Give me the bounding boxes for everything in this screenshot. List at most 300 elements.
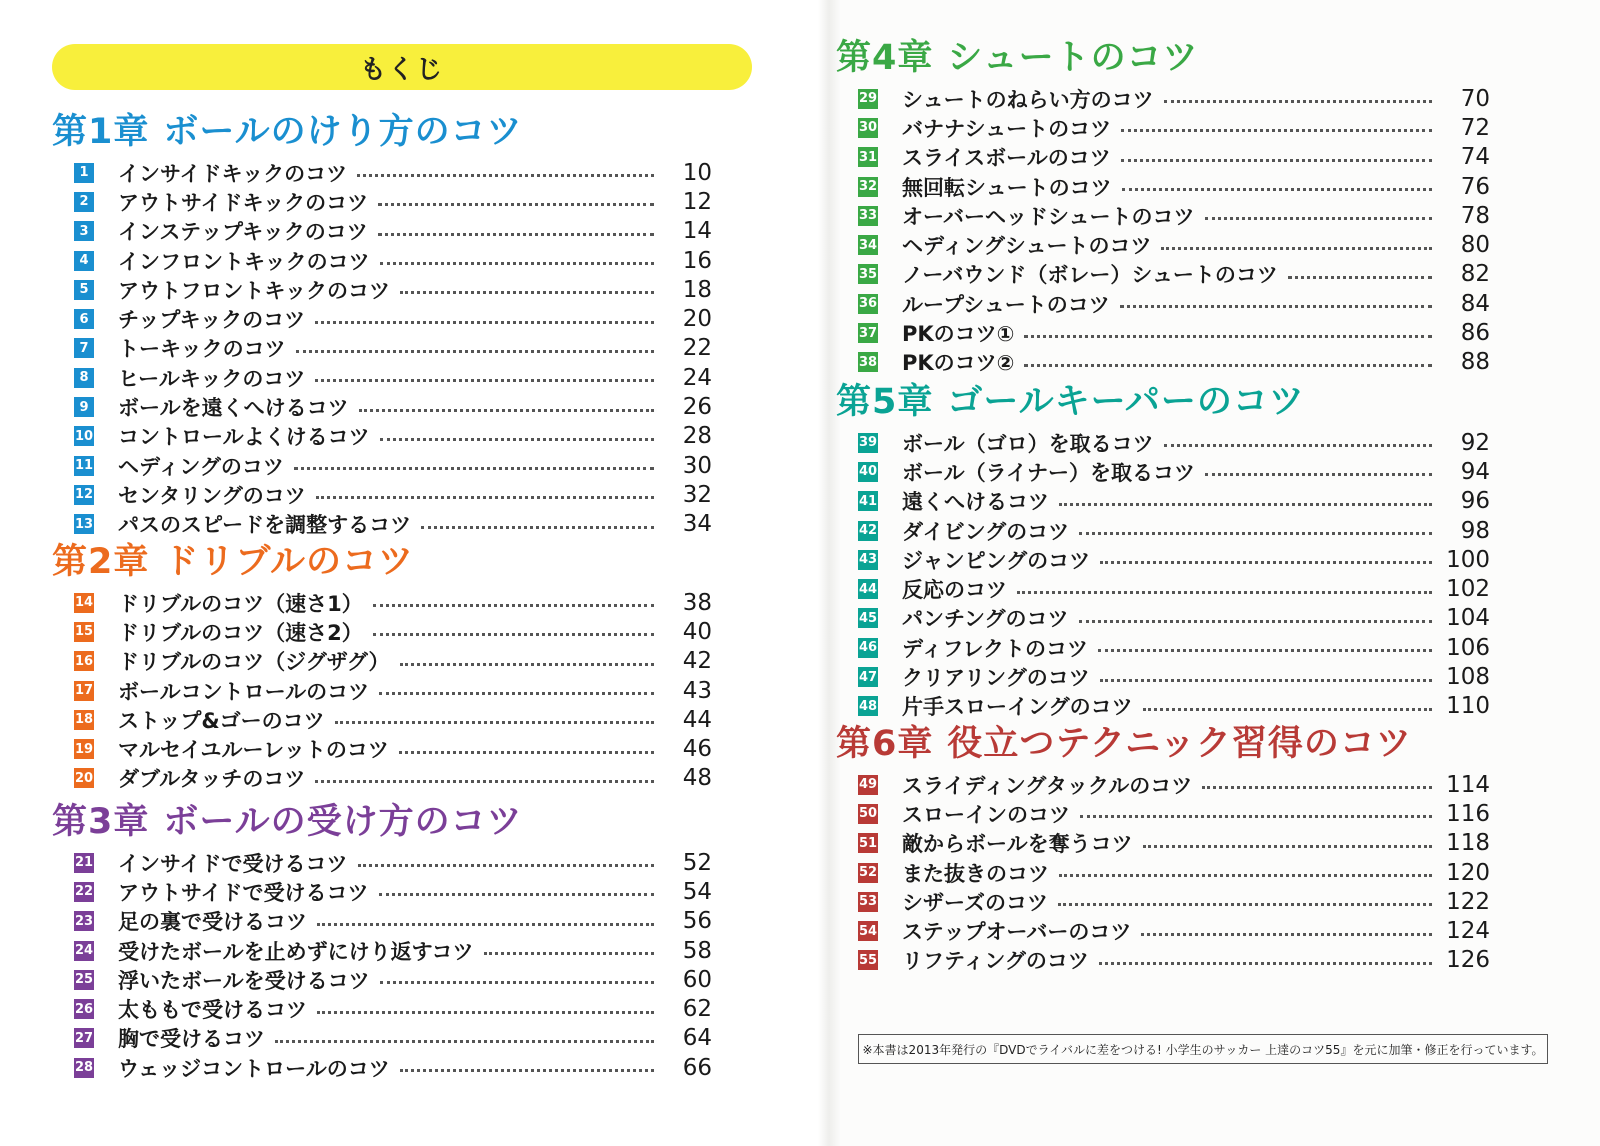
entry-page-number: 98 — [1460, 517, 1490, 544]
entry-number-badge: 21 — [74, 853, 94, 873]
entry-page-number: 56 — [682, 908, 712, 935]
dot-leader — [484, 952, 654, 955]
dot-leader — [315, 379, 654, 382]
entry-number-badge: 36 — [858, 294, 878, 314]
dot-leader — [1024, 364, 1432, 367]
toc-entry[interactable] — [858, 143, 1490, 172]
toc-entry[interactable] — [858, 799, 1490, 828]
entry-page-number: 43 — [682, 677, 712, 704]
entry-number-badge: 32 — [858, 177, 878, 197]
entry-number-badge: 48 — [858, 696, 878, 716]
dot-leader — [1143, 708, 1432, 711]
entry-page-number: 84 — [1460, 290, 1490, 317]
entry-number-badge: 29 — [858, 89, 878, 109]
toc-entry[interactable] — [74, 848, 712, 877]
toc-entry[interactable] — [858, 545, 1490, 574]
entry-title: ヘディングシュートのコツ — [902, 234, 1152, 259]
entry-page-number: 62 — [682, 996, 712, 1023]
entry-page-number: 28 — [682, 423, 712, 450]
entry-page-number: 66 — [682, 1054, 712, 1081]
entry-page-number: 10 — [682, 159, 712, 186]
entry-page-number: 96 — [1460, 488, 1490, 515]
dot-leader — [1017, 591, 1432, 594]
dot-leader — [317, 923, 654, 926]
entry-title: ダブルタッチのコツ — [118, 767, 306, 792]
dot-leader — [380, 262, 654, 265]
entry-title: 無回転シュートのコツ — [902, 175, 1112, 200]
entry-number-badge: 1 — [74, 163, 94, 183]
chapter-number: 第5章 — [836, 382, 934, 422]
chapter-title: シュートのコツ — [947, 38, 1199, 78]
entry-page-number: 74 — [1460, 144, 1490, 171]
dot-leader — [1080, 815, 1432, 818]
entry-number-badge: 22 — [74, 882, 94, 902]
entry-title: スローインのコツ — [902, 802, 1070, 827]
dot-leader — [1098, 649, 1432, 652]
entry-title: 遠くへけるコツ — [902, 490, 1049, 515]
dot-leader — [1164, 444, 1432, 447]
toc-entry[interactable] — [858, 887, 1490, 916]
entry-list — [836, 770, 1490, 975]
entry-title: ボール（ゴロ）を取るコツ — [902, 431, 1154, 456]
entry-number-badge: 44 — [858, 579, 878, 599]
entry-title: PKのコツ② — [902, 351, 1015, 376]
toc-entry[interactable] — [858, 230, 1490, 259]
dot-leader — [1143, 845, 1432, 848]
dot-leader — [1058, 903, 1432, 906]
dot-leader — [400, 291, 654, 294]
chapter-title: ボールの受け方のコツ — [163, 802, 523, 842]
chapter-number: 第4章 — [836, 38, 934, 78]
entry-number-badge: 45 — [858, 608, 878, 628]
entry-page-number: 34 — [682, 511, 712, 538]
entry-number-badge: 54 — [858, 921, 878, 941]
entry-title: ドリブルのコツ（ジグザグ） — [118, 650, 390, 675]
toc-entry[interactable] — [858, 829, 1490, 858]
dot-leader — [379, 893, 654, 896]
entry-number-badge: 27 — [74, 1028, 94, 1048]
entry-title: クリアリングのコツ — [902, 666, 1090, 691]
entry-title: オーバーヘッドシュートのコツ — [902, 204, 1195, 229]
entry-number-badge: 19 — [74, 739, 94, 759]
chapter-heading — [52, 110, 712, 154]
dot-leader — [315, 780, 654, 783]
chapter-heading — [52, 540, 712, 584]
entry-list — [836, 84, 1490, 377]
toc-entry[interactable] — [858, 692, 1490, 721]
entry-title: ディフレクトのコツ — [902, 636, 1089, 661]
entry-title: ウェッジコントロールのコツ — [118, 1056, 390, 1081]
toc-entry[interactable] — [858, 662, 1490, 691]
toc-entry[interactable] — [858, 172, 1490, 201]
dot-leader — [359, 409, 654, 412]
entry-number-badge: 26 — [74, 999, 94, 1019]
dot-leader — [335, 721, 654, 724]
entry-page-number: 18 — [682, 276, 712, 303]
entry-page-number: 54 — [682, 878, 712, 905]
toc-entry[interactable] — [858, 858, 1490, 887]
chapter-title: 役立つテクニック習得のコツ — [947, 724, 1412, 764]
entry-number-badge: 55 — [858, 950, 878, 970]
entry-number-badge: 37 — [858, 323, 878, 343]
toc-entry[interactable] — [858, 348, 1490, 377]
entry-page-number: 100 — [1446, 546, 1490, 573]
toc-entry[interactable] — [74, 246, 712, 275]
toc-entry[interactable] — [74, 647, 712, 676]
dot-leader — [1161, 247, 1432, 250]
dot-leader — [1099, 962, 1432, 965]
toc-entry[interactable] — [858, 289, 1490, 318]
toc-entry[interactable] — [858, 946, 1490, 975]
toc-entry[interactable] — [858, 113, 1490, 142]
entry-title: 胸で受けるコツ — [118, 1027, 265, 1052]
entry-title: アウトフロントキックのコツ — [118, 278, 390, 303]
entry-number-badge: 14 — [74, 593, 94, 613]
chapter-number: 第6章 — [836, 724, 934, 764]
entry-number-badge: 3 — [74, 221, 94, 241]
entry-page-number: 86 — [1460, 320, 1490, 347]
dot-leader — [1121, 129, 1432, 132]
entry-title: 反応のコツ — [902, 578, 1007, 603]
dot-leader — [1205, 217, 1432, 220]
entry-title: チップキックのコツ — [118, 308, 306, 333]
dot-leader — [1141, 933, 1432, 936]
toc-entry[interactable] — [74, 158, 712, 187]
entry-page-number: 42 — [682, 648, 712, 675]
entry-title: インサイドキックのコツ — [118, 161, 348, 186]
toc-entry[interactable] — [74, 275, 712, 304]
dot-leader — [378, 233, 654, 236]
chapter-heading — [836, 380, 1490, 424]
dot-leader — [421, 526, 654, 529]
dot-leader — [1202, 786, 1432, 789]
entry-list — [52, 158, 712, 539]
entry-number-badge: 15 — [74, 622, 94, 642]
entry-page-number: 94 — [1460, 458, 1490, 485]
entry-title: ヘディングのコツ — [118, 454, 284, 479]
toc-entry[interactable] — [858, 428, 1490, 457]
entry-title: ダイビングのコツ — [902, 519, 1070, 544]
entry-number-badge: 7 — [74, 338, 94, 358]
dot-leader — [1100, 679, 1432, 682]
toc-entry[interactable] — [74, 363, 712, 392]
entry-title: ノーバウンド（ボレー）シュートのコツ — [902, 263, 1278, 288]
entry-title: 浮いたボールを受けるコツ — [118, 968, 370, 993]
dot-leader — [1100, 561, 1432, 564]
entry-number-badge: 16 — [74, 651, 94, 671]
toc-entry[interactable] — [858, 457, 1490, 486]
entry-title: ジャンピングのコツ — [902, 548, 1091, 573]
chapter-section — [836, 380, 1490, 721]
entry-number-badge: 12 — [74, 485, 94, 505]
entry-number-badge: 6 — [74, 309, 94, 329]
dot-leader — [1079, 532, 1432, 535]
toc-entry[interactable] — [858, 633, 1490, 662]
entry-page-number: 30 — [682, 452, 712, 479]
entry-number-badge: 34 — [858, 235, 878, 255]
toc-entry[interactable] — [74, 907, 712, 936]
entry-number-badge: 8 — [74, 368, 94, 388]
entry-title: シュートのねらい方のコツ — [902, 87, 1154, 112]
dot-leader — [1120, 305, 1432, 308]
chapter-section — [52, 110, 712, 539]
toc-entry[interactable] — [74, 1053, 712, 1082]
chapter-heading — [52, 800, 712, 844]
entry-page-number: 108 — [1446, 664, 1490, 691]
entry-title: インステップキックのコツ — [118, 220, 368, 245]
dot-leader — [379, 692, 654, 695]
toc-entry[interactable] — [74, 764, 712, 793]
entry-number-badge: 13 — [74, 514, 94, 534]
toc-entry[interactable] — [74, 187, 712, 216]
entry-title: アウトサイドで受けるコツ — [118, 880, 369, 905]
entry-number-badge: 24 — [74, 941, 94, 961]
entry-page-number: 102 — [1446, 576, 1490, 603]
entry-title: ループシュートのコツ — [902, 292, 1110, 317]
entry-number-badge: 41 — [858, 491, 878, 511]
entry-page-number: 46 — [682, 736, 712, 763]
entry-page-number: 72 — [1460, 114, 1490, 141]
dot-leader — [380, 981, 654, 984]
entry-page-number: 14 — [682, 218, 712, 245]
entry-page-number: 20 — [682, 306, 712, 333]
entry-page-number: 64 — [682, 1025, 712, 1052]
entry-title: トーキックのコツ — [118, 337, 286, 362]
chapter-section — [52, 800, 712, 1082]
entry-title: ボールを遠くへけるコツ — [118, 396, 349, 421]
entry-number-badge: 20 — [74, 768, 94, 788]
toc-entry[interactable] — [74, 877, 712, 906]
dot-leader — [1288, 276, 1432, 279]
dot-leader — [399, 751, 654, 754]
chapter-heading — [836, 36, 1490, 80]
entry-title: リフティングのコツ — [902, 949, 1089, 974]
entry-page-number: 38 — [682, 589, 712, 616]
dot-leader — [373, 604, 654, 607]
entry-page-number: 114 — [1446, 771, 1490, 798]
entry-title: ボールコントロールのコツ — [118, 679, 370, 704]
entry-title: ステップオーバーのコツ — [902, 920, 1132, 945]
entry-number-badge: 28 — [74, 1058, 94, 1078]
entry-title: コントロールよくけるコツ — [118, 425, 370, 450]
dot-leader — [1079, 620, 1432, 623]
dot-leader — [1205, 473, 1432, 476]
toc-entry[interactable] — [74, 617, 712, 646]
chapter-number: 第1章 — [52, 112, 150, 152]
entry-page-number: 104 — [1446, 605, 1490, 632]
entry-page-number: 88 — [1460, 349, 1490, 376]
entry-page-number: 126 — [1446, 947, 1490, 974]
entry-page-number: 16 — [682, 247, 712, 274]
dot-leader — [378, 203, 654, 206]
entry-title: ドリブルのコツ（速さ2） — [118, 620, 363, 645]
entry-title: マルセイユルーレットのコツ — [118, 738, 389, 763]
dot-leader — [357, 174, 654, 177]
entry-title: センタリングのコツ — [118, 483, 306, 508]
entry-title: インサイドで受けるコツ — [118, 851, 348, 876]
entry-number-badge: 2 — [74, 192, 94, 212]
entry-page-number: 92 — [1460, 429, 1490, 456]
chapter-number: 第3章 — [52, 802, 150, 842]
entry-number-badge: 5 — [74, 280, 94, 300]
entry-page-number: 12 — [682, 188, 712, 215]
dot-leader — [275, 1040, 654, 1043]
toc-entry[interactable] — [74, 422, 712, 451]
entry-number-badge: 50 — [858, 804, 878, 824]
dot-leader — [294, 467, 654, 470]
entry-title: 足の裏で受けるコツ — [118, 910, 307, 935]
dot-leader — [1164, 100, 1432, 103]
entry-page-number: 82 — [1460, 261, 1490, 288]
entry-title: アウトサイドキックのコツ — [118, 190, 369, 215]
toc-entry[interactable] — [74, 451, 712, 480]
entry-number-badge: 49 — [858, 775, 878, 795]
entry-number-badge: 47 — [858, 667, 878, 687]
entry-number-badge: 46 — [858, 638, 878, 658]
toc-heading: もくじ — [52, 44, 752, 90]
entry-title: ドリブルのコツ（速さ1） — [118, 591, 363, 616]
entry-title: パスのスピードを調整するコツ — [118, 513, 412, 538]
dot-leader — [358, 864, 654, 867]
toc-entry[interactable] — [858, 487, 1490, 516]
entry-number-badge: 17 — [74, 681, 94, 701]
toc-entry[interactable] — [74, 334, 712, 363]
chapter-title: ドリブルのコツ — [163, 542, 414, 582]
toc-entry[interactable] — [74, 588, 712, 617]
toc-entry[interactable] — [74, 965, 712, 994]
entry-title: バナナシュートのコツ — [902, 116, 1112, 141]
entry-page-number: 120 — [1446, 859, 1490, 886]
toc-entry[interactable] — [74, 936, 712, 965]
dot-leader — [315, 321, 654, 324]
entry-title: 敵からボールを奪うコツ — [902, 832, 1133, 857]
chapter-section — [836, 36, 1490, 377]
dot-leader — [380, 438, 654, 441]
entry-title: シザーズのコツ — [902, 890, 1048, 915]
entry-page-number: 40 — [682, 618, 712, 645]
entry-page-number: 80 — [1460, 232, 1490, 259]
toc-entry[interactable] — [858, 604, 1490, 633]
toc-entry[interactable] — [858, 916, 1490, 945]
entry-page-number: 44 — [682, 706, 712, 733]
entry-number-badge: 25 — [74, 970, 94, 990]
entry-page-number: 124 — [1446, 918, 1490, 945]
toc-entry[interactable] — [858, 201, 1490, 230]
entry-number-badge: 43 — [858, 550, 878, 570]
toc-entry[interactable] — [74, 217, 712, 246]
entry-page-number: 24 — [682, 364, 712, 391]
chapter-title: ゴールキーパーのコツ — [947, 382, 1305, 422]
entry-page-number: 70 — [1460, 85, 1490, 112]
chapter-heading — [836, 722, 1490, 766]
toc-entry[interactable] — [74, 304, 712, 333]
entry-title: スライディングタックルのコツ — [902, 773, 1193, 798]
toc-entry[interactable] — [74, 480, 712, 509]
entry-title: 太ももで受けるコツ — [118, 998, 307, 1023]
entry-list — [836, 428, 1490, 721]
toc-entry[interactable] — [858, 318, 1490, 347]
entry-number-badge: 42 — [858, 521, 878, 541]
entry-title: 受けたボールを止めずにけり返すコツ — [118, 939, 474, 964]
entry-page-number: 58 — [682, 937, 712, 964]
entry-page-number: 26 — [682, 394, 712, 421]
toc-entry[interactable] — [74, 1024, 712, 1053]
entry-page-number: 116 — [1446, 800, 1490, 827]
entry-number-badge: 4 — [74, 251, 94, 271]
entry-number-badge: 23 — [74, 911, 94, 931]
entry-page-number: 122 — [1446, 888, 1490, 915]
toc-entry[interactable] — [74, 994, 712, 1023]
entry-page-number: 106 — [1446, 634, 1490, 661]
entry-title: PKのコツ① — [902, 322, 1015, 347]
entry-page-number: 48 — [682, 765, 712, 792]
entry-number-badge: 35 — [858, 264, 878, 284]
chapter-section — [836, 722, 1490, 975]
entry-number-badge: 38 — [858, 352, 878, 372]
entry-number-badge: 40 — [858, 462, 878, 482]
entry-page-number: 22 — [682, 335, 712, 362]
toc-entry[interactable] — [74, 734, 712, 763]
toc-entry[interactable] — [858, 574, 1490, 603]
toc-entry[interactable] — [74, 705, 712, 734]
entry-title: ヒールキックのコツ — [118, 366, 306, 391]
dot-leader — [1024, 335, 1432, 338]
entry-number-badge: 39 — [858, 433, 878, 453]
dot-leader — [400, 1069, 654, 1072]
dot-leader — [1059, 874, 1432, 877]
entry-page-number: 52 — [682, 849, 712, 876]
dot-leader — [316, 496, 654, 499]
dot-leader — [373, 633, 654, 636]
dot-leader — [1121, 159, 1432, 162]
entry-number-badge: 31 — [858, 147, 878, 167]
entry-title: ストップ&ゴーのコツ — [118, 708, 325, 733]
entry-number-badge: 18 — [74, 710, 94, 730]
entry-number-badge: 9 — [74, 397, 94, 417]
entry-page-number: 118 — [1446, 830, 1490, 857]
entry-title: 片手スローイングのコツ — [902, 695, 1133, 720]
entry-list — [52, 588, 712, 793]
entry-title: インフロントキックのコツ — [118, 249, 370, 274]
toc-entry[interactable] — [858, 260, 1490, 289]
toc-entry[interactable] — [858, 770, 1490, 799]
dot-leader — [1122, 188, 1432, 191]
entry-number-badge: 30 — [858, 118, 878, 138]
entry-page-number: 110 — [1446, 693, 1490, 720]
entry-number-badge: 53 — [858, 892, 878, 912]
entry-page-number: 76 — [1460, 173, 1490, 200]
dot-leader — [317, 1011, 654, 1014]
entry-title: スライスボールのコツ — [902, 146, 1111, 171]
dot-leader — [296, 350, 654, 353]
toc-entry[interactable] — [74, 676, 712, 705]
entry-number-badge: 10 — [74, 426, 94, 446]
toc-entry[interactable] — [74, 392, 712, 421]
entry-title: ボール（ライナー）を取るコツ — [902, 460, 1195, 485]
entry-number-badge: 51 — [858, 833, 878, 853]
publication-note: ※本書は2013年発行の『DVDでライバルに差をつける! 小学生のサッカー 上達のコツ55』を元に加筆・修正を行っています。 — [858, 1034, 1548, 1064]
toc-entry[interactable] — [74, 510, 712, 539]
toc-entry[interactable] — [858, 516, 1490, 545]
chapter-section — [52, 540, 712, 793]
toc-entry[interactable] — [858, 84, 1490, 113]
entry-page-number: 32 — [682, 481, 712, 508]
chapter-number: 第2章 — [52, 542, 150, 582]
entry-page-number: 78 — [1460, 202, 1490, 229]
dot-leader — [400, 663, 654, 666]
entry-number-badge: 33 — [858, 206, 878, 226]
chapter-title: ボールのけり方のコツ — [163, 112, 523, 152]
